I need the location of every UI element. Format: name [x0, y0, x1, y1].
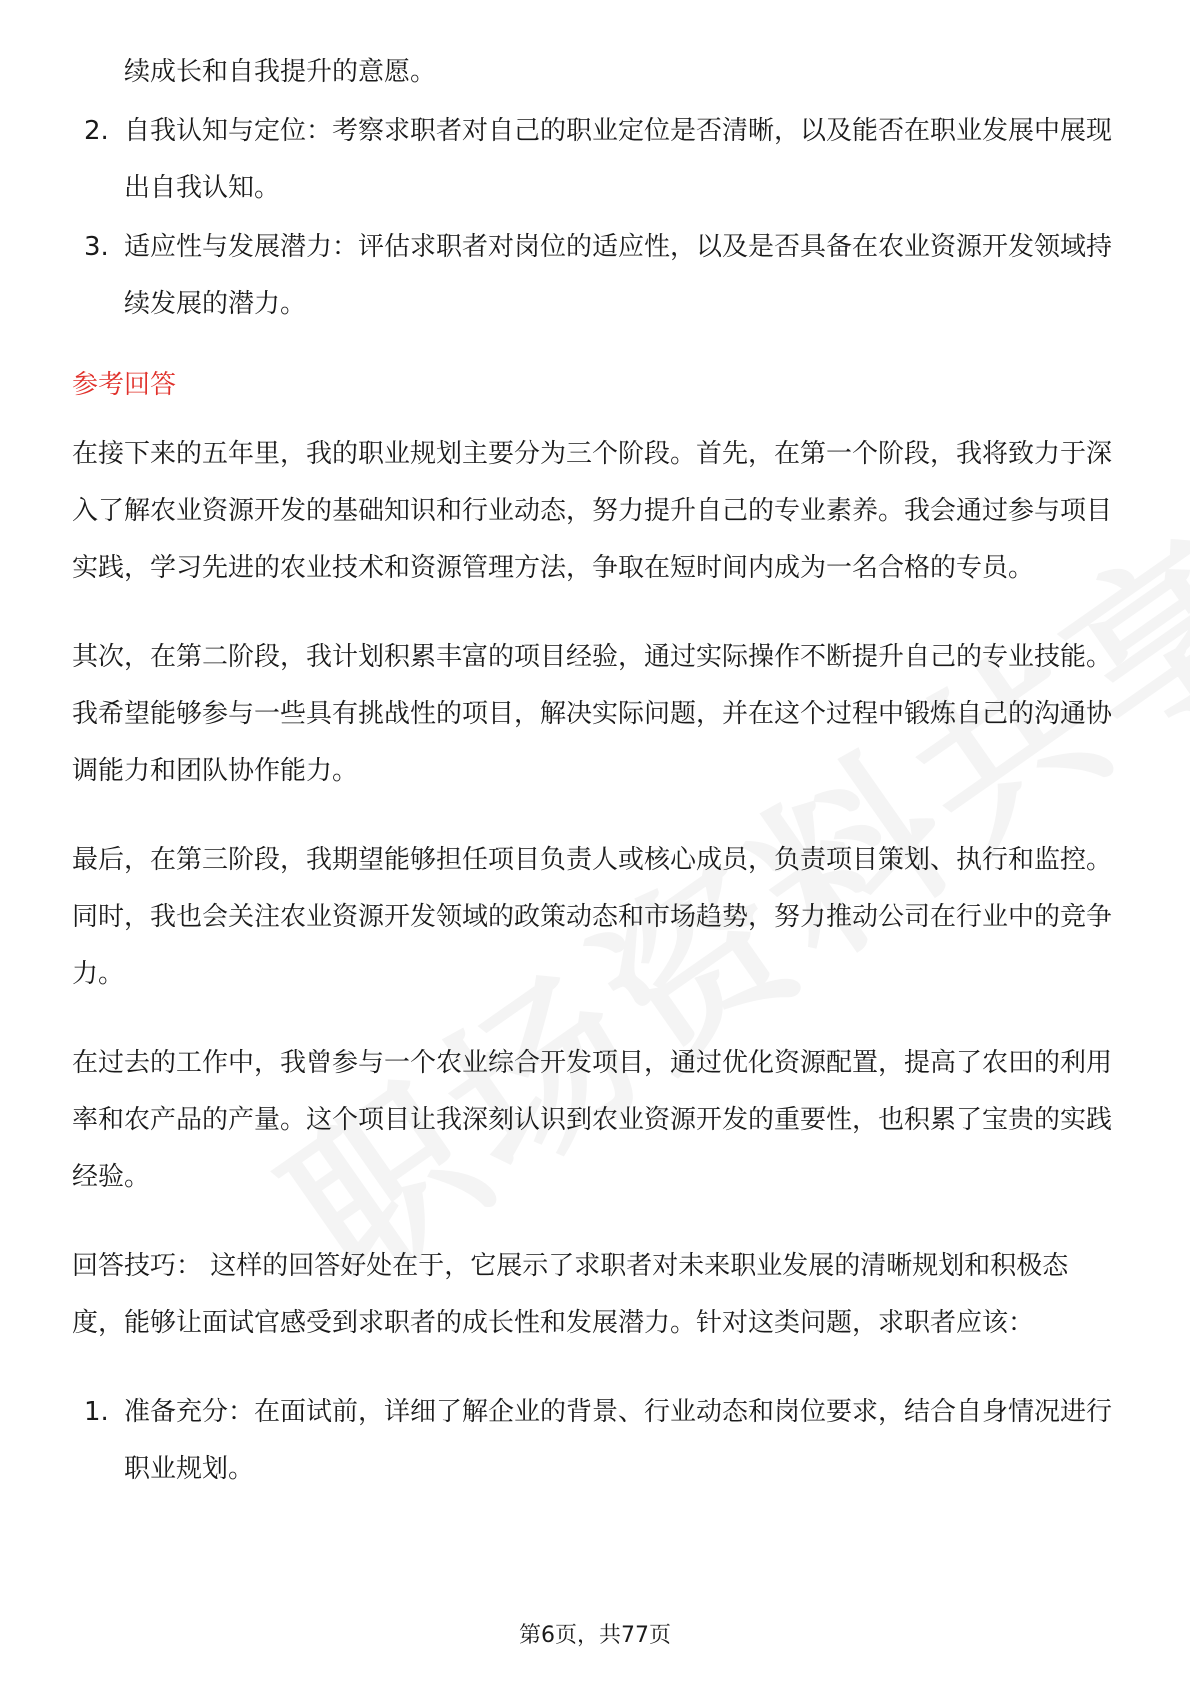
- list-item: [72, 103, 1120, 217]
- list-number: 1.: [84, 1397, 109, 1427]
- list-number: 2.: [84, 116, 109, 146]
- answer-paragraph: 在接下来的五年里，我的职业规划主要分为三个阶段。首先，在第一个阶段，我将致力于深入了解农业资源开发的基础知识和行业动态，努力提升自己的专业素养。我会通过参与项目实践，学习先进的农业技术和资源管理方法，争取在短时间内成为一名合格的专员。: [72, 439, 1113, 583]
- answer-paragraph: 其次，在第二阶段，我计划积累丰富的项目经验，通过实际操作不断提升自己的专业技能。我希望能够参与一些具有挑战性的项目，解决实际问题，并在这个过程中锻炼自己的沟通协调能力和团队协作能力。: [72, 642, 1113, 786]
- answer-paragraph: 最后，在第三阶段，我期望能够担任项目负责人或核心成员，负责项目策划、执行和监控。同时，我也会关注农业资源开发领域的政策动态和市场趋势，努力推动公司在行业中的竞争力。: [72, 845, 1113, 989]
- tips-paragraph: 回答技巧： 这样的回答好处在于，它展示了求职者对未来职业发展的清晰规划和积极态度，能够让面试官感受到求职者的成长性和发展潜力。针对这类问题，求职者应该：: [72, 1251, 1069, 1338]
- list-item: [72, 219, 1120, 333]
- criteria-list: [72, 44, 1120, 333]
- section-heading: 参考回答: [72, 370, 177, 400]
- list-text: 自我认知与定位：考察求职者对自己的职业定位是否清晰，以及能否在职业发展中展现出自我认知。: [124, 116, 1113, 203]
- list-number: 3.: [84, 232, 109, 262]
- list-text: 准备充分：在面试前，详细了解企业的背景、行业动态和岗位要求，结合自身情况进行职业规划。: [124, 1397, 1113, 1484]
- list-item: [72, 1384, 1120, 1498]
- page-footer: 第6页，共77页: [519, 1623, 671, 1648]
- tips-list: [72, 1384, 1120, 1498]
- answer-paragraph: 在过去的工作中，我曾参与一个农业综合开发项目，通过优化资源配置，提高了农田的利用率和农产品的产量。这个项目让我深刻认识到农业资源开发的重要性，也积累了宝贵的实践经验。: [72, 1048, 1113, 1192]
- page-content: [72, 44, 1120, 1500]
- list-text: 适应性与发展潜力：评估求职者对岗位的适应性，以及是否具备在农业资源开发领域持续发展的潜力。: [124, 232, 1113, 319]
- list-text: 续成长和自我提升的意愿。: [124, 57, 437, 87]
- list-item: [72, 44, 1120, 101]
